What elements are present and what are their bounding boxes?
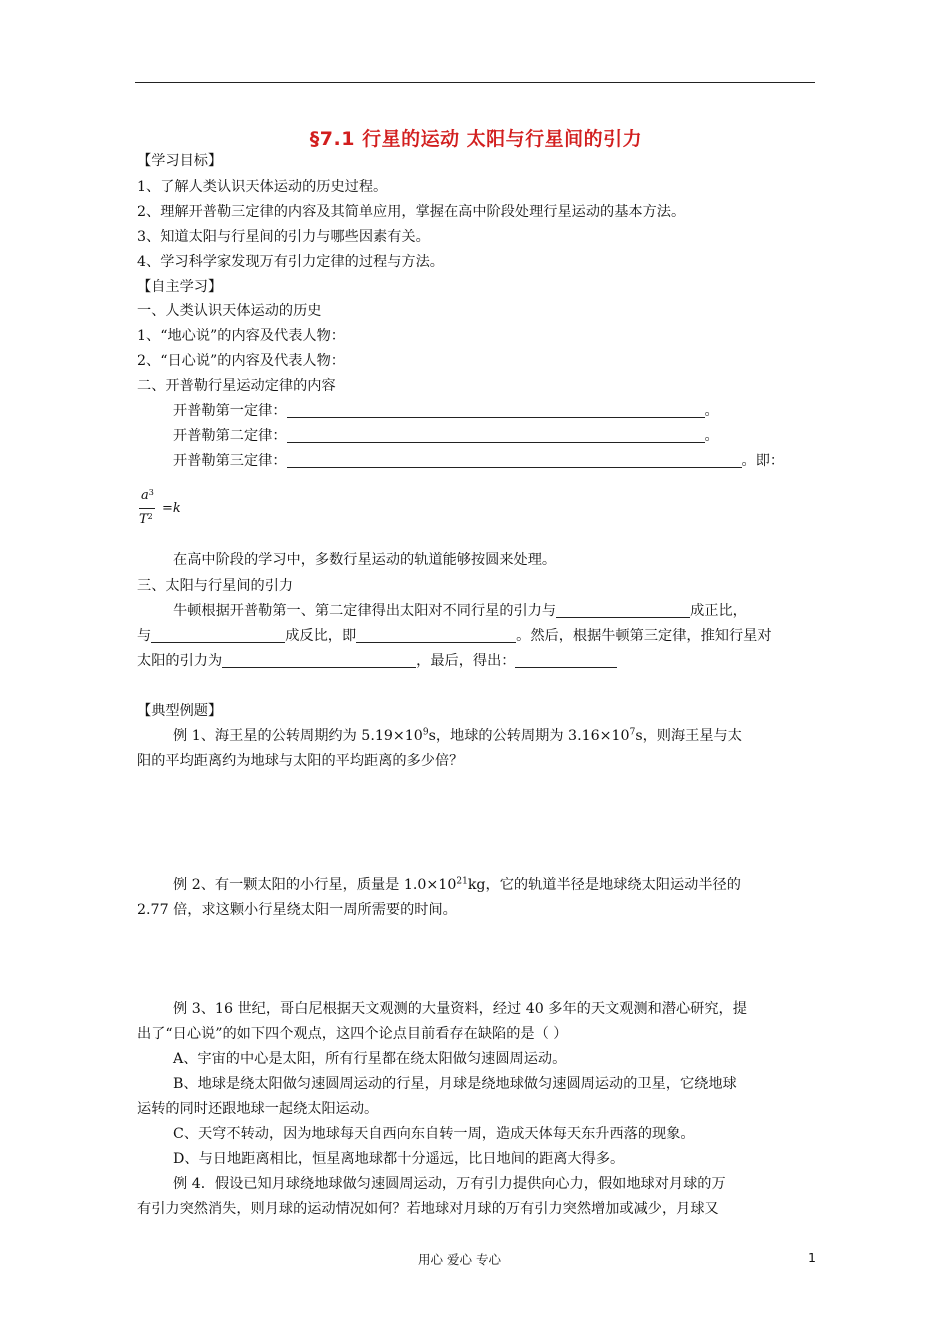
example-1-line-1: 例 1、海王星的公转周期约为 $5.19\times 10^9s$，地球的公转周期为 $3.16\times 10^7s$，则海王星与太 [173,727,742,744]
answer-blank[interactable] [556,603,690,618]
example-3-line-1: 例 3、16 世纪，哥白尼根据天文观测的大量资料，经过 40 多年的天文观测和潜心研究，提 [173,1001,747,1017]
goal-item: 2、理解开普勒三定律的内容及其简单应用，掌握在高中阶段处理行星运动的基本方法。 [137,204,686,220]
example-2-line-2: 2.77 倍，求这颗小行星绕太阳一周所需要的时间。 [137,902,457,918]
option-b-line-2: 运转的同时还跟地球一起绕太阳运动。 [137,1101,379,1117]
example-1-line-2: 阳的平均距离约为地球与太阳的平均距离的多少倍？ [137,753,464,769]
question-geocentric: 1、“地心说”的内容及代表人物： [137,328,345,344]
option-d: D、与日地距离相比，恒星离地球都十分遥远，比日地间的距离大得多。 [173,1151,625,1167]
kepler-law-3: 开普勒第三定律： 。即： [173,453,785,469]
section-heading-goals: 【学习目标】 [137,153,223,169]
answer-blank[interactable] [287,453,742,468]
newton-line-1: 牛顿根据开普勒第一、第二定律得出太阳对不同行星的引力与 成正比， [173,603,747,619]
section-heading-self-study: 【自主学习】 [137,279,223,295]
formula-rhs: =k [162,501,181,516]
answer-blank[interactable] [151,628,285,643]
question-heliocentric: 2、“日心说”的内容及代表人物： [137,353,345,369]
formula-numerator: a [141,488,149,503]
newton-line-2: 与 成反比，即 。然后，根据牛顿第三定律，推知行星对 [137,628,772,644]
kepler-third-law-formula: $a^3$ $T^2$ =k [139,488,181,527]
circle-orbit-note: 在高中阶段的学习中，多数行星运动的轨道能够按圆来处理。 [173,552,557,568]
answer-blank[interactable] [287,403,705,418]
answer-blank[interactable] [356,628,516,643]
fraction-bar [139,508,155,509]
kepler-law-1-label: 开普勒第一定律： [173,403,287,419]
page-title: §7.1 行星的运动 太阳与行星间的引力 [309,128,643,150]
newton-line-3: 太阳的引力为 ，最后，得出： [137,652,617,670]
option-b-line-1: B、地球是绕太阳做匀速圆周运动的行星，月球是绕地球做匀速圆周运动的卫星，它绕地球 [173,1076,737,1092]
kepler-law-1: 开普勒第一定律： 。 [173,403,719,419]
example-4-line-2: 有引力突然消失，则月球的运动情况如何？若地球对月球的万有引力突然增加或减少，月球又 [137,1201,719,1217]
formula-denominator: T [139,512,148,527]
answer-blank[interactable] [515,653,617,668]
page-number: 1 [808,1250,816,1265]
answer-blank[interactable] [287,428,705,443]
subheading-history: 一、人类认识天体运动的历史 [137,303,322,319]
option-a: A、宇宙的中心是太阳，所有行星都在绕太阳做匀速圆周运动。 [173,1051,567,1067]
kepler-law-3-label: 开普勒第三定律： [173,453,287,469]
goal-item: 4、学习科学家发现万有引力定律的过程与方法。 [137,254,444,270]
kepler-law-2-label: 开普勒第二定律： [173,428,287,444]
example-2-line-1: 例 2、有一颗太阳的小行星，质量是 $1.0\times 10^{21}kg$，它的轨道半径是地球绕太阳运动半径的 [173,876,741,893]
example-3-line-2: 出了“日心说”的如下四个观点，这四个论点目前看存在缺陷的是（ ） [137,1026,568,1042]
header-rule [135,82,815,83]
kepler-law-2: 开普勒第二定律： 。 [173,428,719,444]
subheading-kepler: 二、开普勒行星运动定律的内容 [137,378,336,394]
section-heading-examples: 【典型例题】 [137,703,223,719]
example-4-line-1: 例 4．假设已知月球绕地球做匀速圆周运动，万有引力提供向心力，假如地球对月球的万 [173,1176,726,1192]
subheading-gravity: 三、太阳与行星间的引力 [137,578,294,594]
goal-item: 1、了解人类认识天体运动的历史过程。 [137,179,388,195]
answer-blank[interactable] [222,653,416,668]
footer-motto: 用心 爱心 专心 [418,1252,501,1267]
goal-item: 3、知道太阳与行星间的引力与哪些因素有关。 [137,229,430,245]
option-c: C、天穹不转动，因为地球每天自西向东自转一周，造成天体每天东升西落的现象。 [173,1126,695,1142]
